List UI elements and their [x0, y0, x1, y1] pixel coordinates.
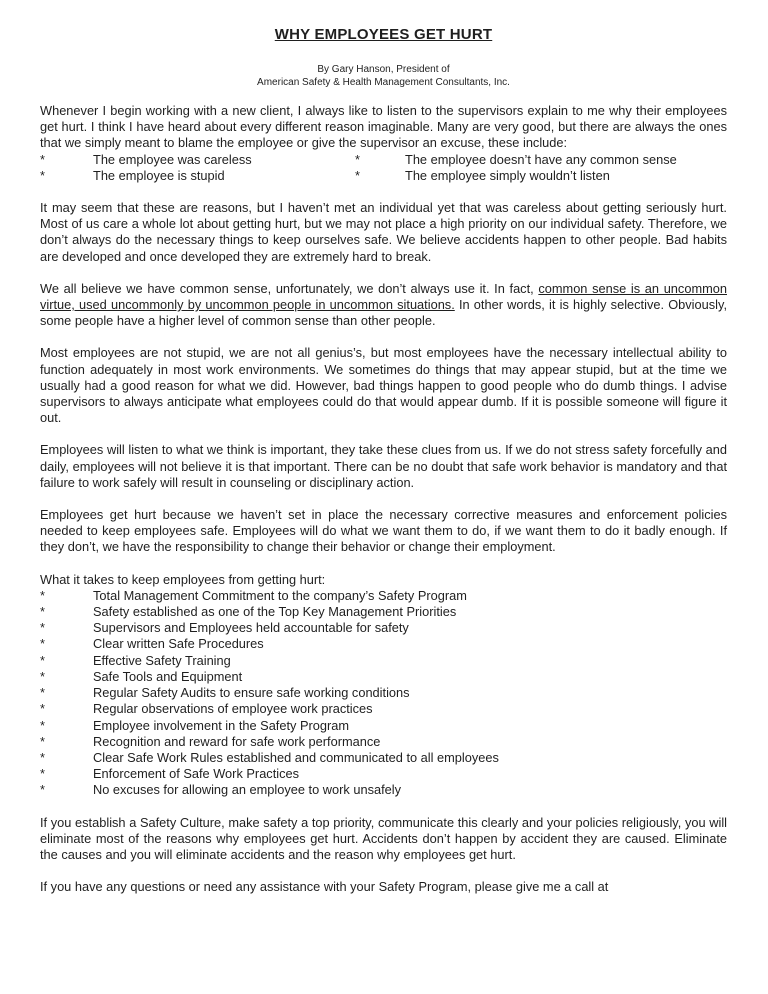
safety-item-text: Clear Safe Work Rules established and communicated to all employees	[93, 749, 499, 765]
excuse-text-left: The employee is stupid	[93, 167, 225, 183]
bullet-glyph: *	[40, 604, 45, 620]
safety-list-section	[40, 572, 727, 799]
safety-item-text: Total Management Commitment to the company’s Safety Program	[93, 587, 467, 603]
safety-list-item	[40, 636, 727, 652]
bullet-glyph: *	[40, 620, 45, 636]
byline-author: By Gary Hanson, President of	[317, 64, 450, 75]
bullet-glyph: *	[40, 652, 45, 668]
paragraph-common-sense	[40, 281, 727, 330]
safety-item-text: Safety established as one of the Top Key Management Priorities	[93, 604, 457, 620]
safety-list-heading: What it takes to keep employees from getting hurt:	[40, 571, 326, 587]
safety-list-item	[40, 604, 727, 620]
safety-list-item	[40, 685, 727, 701]
excuse-row	[40, 168, 727, 184]
bullet-glyph: *	[40, 782, 45, 798]
safety-list-item	[40, 782, 727, 798]
safety-item-text: Recognition and reward for safe work performance	[93, 733, 381, 749]
safety-item-text: Clear written Safe Procedures	[93, 636, 264, 652]
safety-item-text: Supervisors and Employees held accountable for safety	[93, 620, 409, 636]
common-sense-before: We all believe we have common sense, unfortunately, we don’t always use it. In fact,	[40, 280, 539, 296]
excuse-text-right: The employee simply wouldn’t listen	[405, 167, 610, 183]
safety-item-text: Safe Tools and Equipment	[93, 668, 243, 684]
bullet-glyph: *	[40, 636, 45, 652]
underlined-phrase: common sense is an uncommon virtue, used uncommonly by uncommon people in uncommon situations.	[40, 280, 727, 313]
bullet-glyph: *	[355, 151, 360, 167]
bullet-glyph: *	[40, 167, 45, 183]
excuse-text-right: The employee doesn’t have any common sense	[405, 151, 677, 167]
byline-company: American Safety & Health Management Consultants, Inc.	[257, 77, 510, 88]
bullet-glyph: *	[40, 733, 45, 749]
safety-list-item	[40, 701, 727, 717]
byline	[40, 63, 727, 89]
paragraph-listen: Employees will listen to what we think is important, they take these clues from us. If we do not stress safety forcefully and daily, employees will not believe it is that important. There can be no doubt that safe work behavior is mandatory and that failure to work safely will result in counseling or disciplinary action.	[40, 442, 727, 490]
safety-item-text: Enforcement of Safe Work Practices	[93, 766, 300, 782]
safety-list-item	[40, 766, 727, 782]
paragraph-not-stupid: Most employees are not stupid, we are not all genius’s, but most employees have the necessary intellectual ability to function adequately in most work environments. We sometimes do things that may appear stupid, but at the time we usually had a good reason for what we did. However, bad things happen to good people who do dumb things. I advise supervisors to always anticipate what employees could do that would appear dumb. If it is possible someone will figure it out.	[40, 345, 727, 426]
excuse-row	[40, 152, 727, 168]
paragraph-intro: Whenever I begin working with a new client, I always like to listen to the supervisors explain to me why their employees get hurt. I think I have heard about every different reason imaginable. Many are very good, but there are always the ones that we simply meant to blame the employee or give the supervisor an excuse, these include:	[40, 103, 727, 151]
paragraph-safety-culture: If you establish a Safety Culture, make safety a top priority, communicate this clearly and your policies religiously, you will eliminate most of the reasons why employees get hurt. Accidents don’t happen by accident they are caused. Eliminate the causes and you will eliminate accidents and the reason why employees get hurt.	[40, 814, 727, 862]
bullet-glyph: *	[40, 701, 45, 717]
safety-list-item	[40, 620, 727, 636]
safety-list-item	[40, 734, 727, 750]
bullet-glyph: *	[40, 685, 45, 701]
safety-list-item	[40, 588, 727, 604]
bullet-glyph: *	[40, 151, 45, 167]
paragraph-reasons: It may seem that these are reasons, but I haven’t met an individual yet that was careless about getting seriously hurt. Most of us care a whole lot about getting hurt, but we may not place a high priority on our individual safety. Therefore, we don’t always do the necessary things to keep ourselves safe. We believe accidents happen to other people. Bad habits are developed and once developed they are extremely hard to break.	[40, 200, 727, 264]
safety-item-text: Regular observations of employee work practices	[93, 701, 373, 717]
bullet-glyph: *	[40, 587, 45, 603]
document-title: WHY EMPLOYEES GET HURT	[274, 26, 493, 43]
safety-list-item	[40, 750, 727, 766]
safety-list-item	[40, 718, 727, 734]
excuse-list	[40, 152, 727, 184]
safety-list-item	[40, 653, 727, 669]
bullet-glyph: *	[40, 749, 45, 765]
safety-item-text: Effective Safety Training	[93, 652, 231, 668]
bullet-glyph: *	[355, 167, 360, 183]
safety-item-text: No excuses for allowing an employee to work unsafely	[93, 782, 401, 798]
safety-item-text: Regular Safety Audits to ensure safe working conditions	[93, 685, 410, 701]
bullet-glyph: *	[40, 766, 45, 782]
safety-list-item	[40, 669, 727, 685]
bullet-glyph: *	[40, 717, 45, 733]
excuse-text-left: The employee was careless	[93, 151, 252, 167]
paragraph-corrective: Employees get hurt because we haven’t set in place the necessary corrective measures and enforcement policies needed to keep employees safe. Employees will do what we want them to do, if we want them to do it badly enough. If they don’t, we have the responsibility to change their behavior or change their employment.	[40, 507, 727, 555]
safety-list	[40, 588, 727, 799]
paragraph-contact: If you have any questions or need any assistance with your Safety Program, please give me a call at	[40, 879, 609, 895]
common-sense-after: In other words, it is highly selective. Obviously, some people have a higher level of common sense than other people.	[40, 297, 727, 329]
safety-item-text: Employee involvement in the Safety Program	[93, 717, 350, 733]
bullet-glyph: *	[40, 668, 45, 684]
